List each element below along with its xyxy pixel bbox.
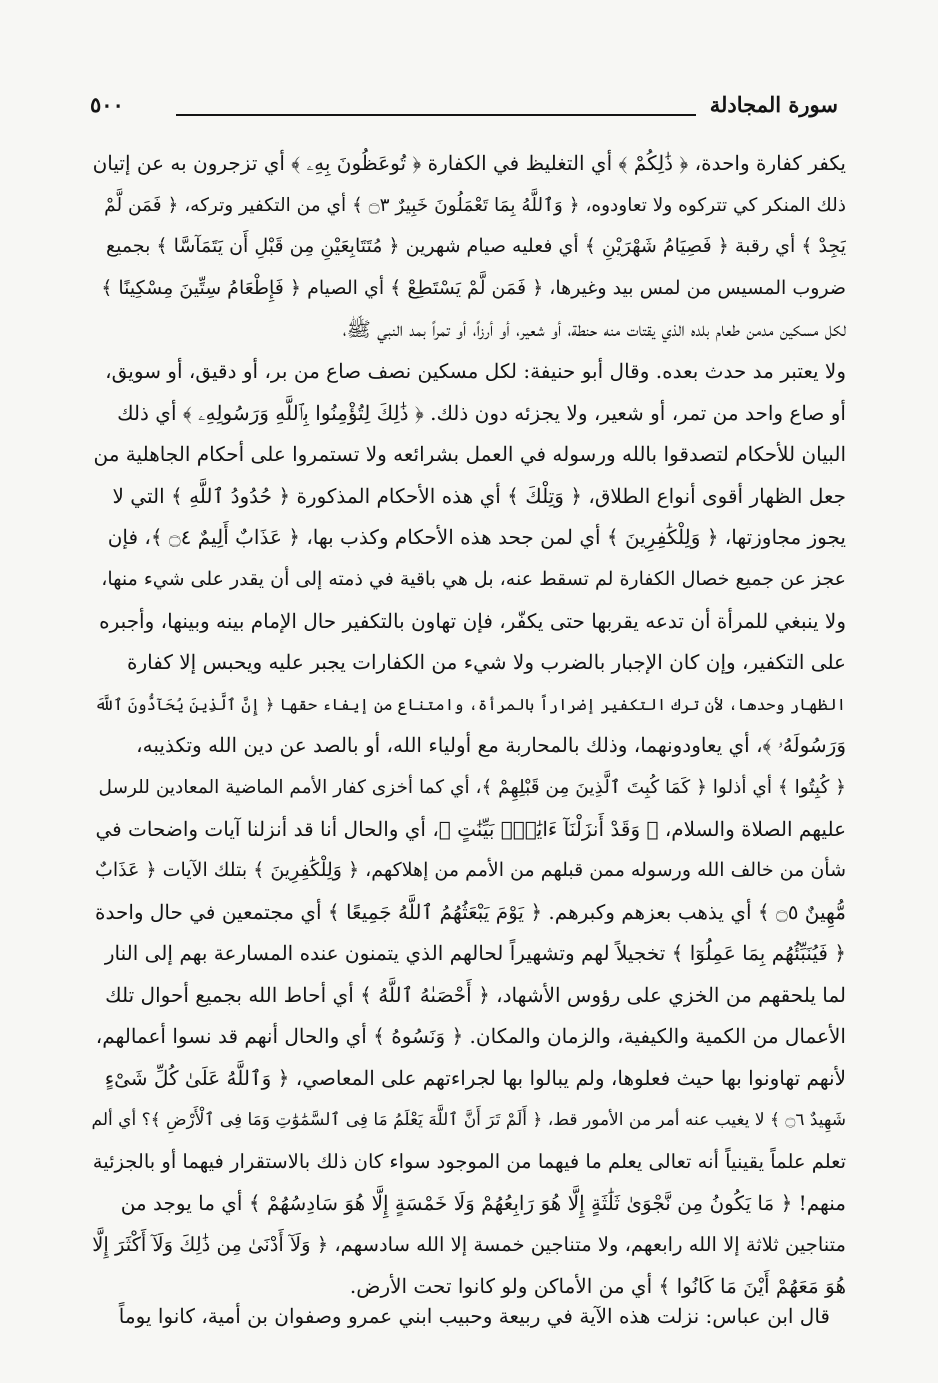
text-line: عليهم الصلاة والسلام، ﴿ وَقَدْ أَنزَلْنَآ ءَايَٰتٍۭ بَيِّنَٰتٍ ﴾، أي والحال أنا قد أنزلنا آيات واضحات في <box>95 816 846 841</box>
text-line: متناجين ثلاثة إلا الله رابعهم، ولا متناجين خمسة إلا الله سادسهم، ﴿ وَلَآ أَدْنَىٰ مِن ذَٰلِكَ وَلَآ أَكْثَرَ إِلَّا <box>92 1233 846 1257</box>
text-line: جعل الظهار أقوى أنواع الطلاق، ﴿ وَتِلْكَ ﴾ أي هذه الأحكام المذكورة ﴿ حُدُودُ ٱللَّهِ ﴾ التي لا <box>112 483 846 508</box>
text-line: ﴿ كُبِتُوا ﴾ أي أذلوا ﴿ كَمَا كُبِتَ ٱلَّذِينَ مِن قَبْلِهِمْ ﴾، أي كما أخزى كفار الأمم الماضية المعادين للرسل <box>98 776 846 798</box>
page-header <box>90 92 846 118</box>
text-line: الأعمال من الكمية والكيفية، والزمان والمكان. ﴿ وَنَسُوهُ ﴾ أي والحال أنهم قد نسوا أعمالهم، <box>95 1024 846 1049</box>
text-line: ولا ينبغي للمرأة أن تدعه يقربها حتى يكفّر، فإن تهاون بالتكفير حال الإمام بينه وبينها، وأجبره <box>99 608 846 633</box>
text-line: عجز عن جميع خصال الكفارة لم تسقط عنه، بل هي باقية في ذمته إلى أن يقدر على شيء منها، <box>101 567 846 590</box>
text-line: ولا يعتبر مد حدث بعده. وقال أبو حنيفة: لكل مسكين نصف صاع من بر، أو دقيق، أو سويق، <box>105 358 846 383</box>
text-line: يكفر كفارة واحدة، ﴿ ذَٰلِكُمْ ﴾ أي التغليظ في الكفارة ﴿ تُوعَظُونَ بِهِۦ ﴾ أي تزجرون به عن إتيان <box>92 151 846 175</box>
text-line: ضروب المسيس من لمس بيد وغيرها، ﴿ فَمَن لَّمْ يَسْتَطِعْ ﴾ أي الصيام ﴿ فَإِطْعَامُ سِتِّينَ مِسْكِينًا ﴾ <box>101 276 846 299</box>
tafsir-text <box>90 143 846 1308</box>
text-line: شَهِيدٌ ۝٦ ﴾ لا يغيب عنه أمر من الأمور قط، ﴿ أَلَمْ تَرَ أَنَّ ٱللَّهَ يَعْلَمُ مَا فِى ٱلسَّمَٰوَٰتِ وَمَا فِى ٱلْأَرْضِ ﴾؟ أي ألم <box>91 1109 846 1130</box>
text-line: أو صاع واحد من تمر، أو شعير، ولا يجزئه دون ذلك. ﴿ ذَٰلِكَ لِتُؤْمِنُوا بِٱللَّهِ وَرَسُولِهِۦ ﴾ أي ذلك <box>117 400 846 425</box>
text-line: ذلك المنكر كي تتركوه ولا تعاودوه، ﴿ وَٱللَّهُ بِمَا تَعْمَلُونَ خَبِيرٌ ۝٣ ﴾ أي من التكفير وتركه، ﴿ فَمَن لَّمْ <box>104 194 846 216</box>
header-rule <box>176 114 696 116</box>
text-line: لأنهم تهاونوا بها حيث فعلوها، ولم يبالوا بها لجراءتهم على المعاصي، ﴿ وَٱللَّهُ عَلَىٰ كُلِّ شَىْءٍ <box>104 1066 846 1091</box>
text-line: ﴿ فَيُنَبِّئُهُم بِمَا عَمِلُوٓا ﴾ تخجيلاً لهم وتشهيراً لحالهم الذي يتمنون عنده المسارعة بهم إلى النار <box>104 941 846 966</box>
text-line: شأن من خالف الله ورسوله ممن قبلهم من الأمم من إهلاكهم، ﴿ وَلِلْكَٰفِرِينَ ﴾ بتلك الآيات ﴿ عَذَابٌ <box>94 859 846 882</box>
text-line: لكل مسكين مدمن طعام بلده الذي يقتات منه حنطة، أو شعير، أو أرزاً، أو تمراً بمد النبي ﷺ، <box>342 317 846 342</box>
text-line: هُوَ مَعَهُمْ أَيْنَ مَا كَانُوا ﴾ أي من الأماكن ولو كانوا تحت الأرض. <box>349 1274 846 1299</box>
text-line: مُّهِينٌ ۝٥ ﴾ أي يذهب بعزهم وكبرهم. ﴿ يَوْمَ يَبْعَثُهُمُ ٱللَّهُ جَمِيعًا ﴾ أي مجتمعين في حال واحدة <box>94 899 846 924</box>
text-line: تعلم علماً يقينياً أنه تعالى يعلم ما فيهما من الموجود سواء كان ذلك بالاستقرار فيهما أو بالجزئية <box>92 1150 846 1174</box>
surah-title: سورة المجادلة <box>709 92 838 117</box>
footnote-text: قال ابن عباس: نزلت هذه الآية في ربيعة وحبيب ابني عمرو وصفوان بن أمية، كانوا يوماً <box>118 1304 830 1328</box>
text-line: البيان للأحكام لتصدقوا بالله ورسوله في العمل بشرائعه ولا تستمروا على أحكام الجاهلية من <box>93 442 846 467</box>
text-line: منهم! ﴿ مَا يَكُونُ مِن نَّجْوَىٰ ثَلَٰثَةٍ إِلَّا هُوَ رَابِعُهُمْ وَلَا خَمْسَةٍ إِلَّا هُوَ سَادِسُهُمْ ﴾ أي ما يوجد من <box>120 1190 846 1215</box>
text-line: وَرَسُولَهُۥ ﴾، أي يعاودونهما، وذلك بالمحاربة مع أولياء الله، أو بالصد عن دين الله وتكذيبه، <box>136 733 846 758</box>
text-line: يَجِدْ ﴾ أي رقبة ﴿ فَصِيَامُ شَهْرَيْنِ ﴾ أي فعليه صيام شهرين ﴿ مُتَتَابِعَيْنِ مِن قَبْلِ أَن يَتَمَآسَّا ﴾ بجميع <box>105 235 846 258</box>
text-line: على التكفير، وإن كان الإجبار بالضرب ولا شيء من الكفارات يجبر عليه ويحبس إلا كفارة <box>126 650 846 675</box>
text-line: لما يلحقهم من الخزي على رؤوس الأشهاد، ﴿ أَحْصَىٰهُ ٱللَّهُ ﴾ أي أحاط الله بجميع أحوال تلك <box>105 982 846 1007</box>
page-number: ٥٠٠ <box>90 92 124 117</box>
text-line: الظهار وحدها، لأن ترك التكفير إضراراً بالمرأة، وامتناع من إيفاء حقها ﴿ إِنَّ ٱلَّذِينَ يُحَآدُّونَ ٱللَّهَ <box>94 694 846 714</box>
text-line: يجوز مجاوزتها، ﴿ وَلِلْكَٰفِرِينَ ﴾ أي لمن جحد هذه الأحكام وكذب بها، ﴿ عَذَابٌ أَلِيمٌ ۝٤ ﴾، فإن <box>107 525 846 550</box>
